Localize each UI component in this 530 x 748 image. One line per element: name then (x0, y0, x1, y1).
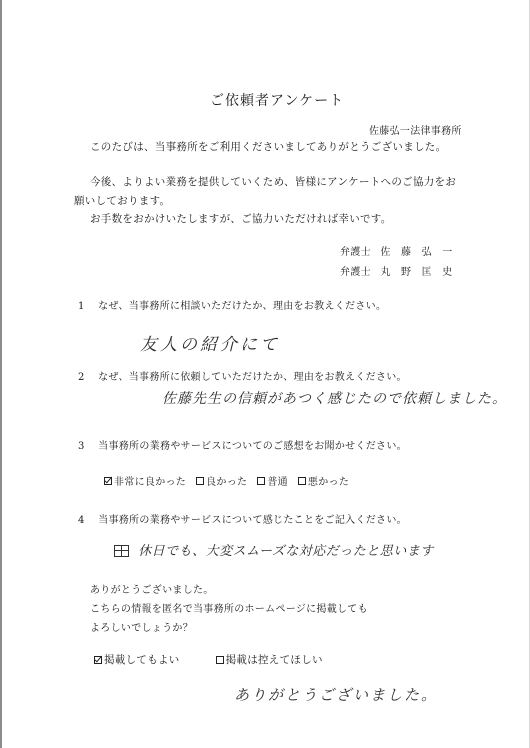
question-text: なぜ、当事務所に相談いただけたか、理由をお教えください。 (98, 301, 387, 312)
option-label: 掲載は控えてほしい (225, 654, 323, 666)
signatory-role: 弁護士 (340, 267, 371, 278)
rating-option-bad[interactable] (298, 473, 349, 488)
intro-line-1: このたびは、当事務所をご利用くださいましてありがとうございました。 (90, 141, 447, 153)
signatory-role: 弁護士 (340, 247, 371, 258)
option-label: 良かった (206, 477, 248, 488)
signatory-2 (340, 263, 453, 278)
rating-options (104, 473, 359, 488)
question-1 (78, 297, 386, 312)
handwritten-thanks: ありがとうございました。 (234, 686, 439, 704)
publish-option-decline[interactable] (216, 652, 323, 667)
answer-4-handwritten: 休日でも、大変スムーズな対応だったと思います (138, 544, 434, 559)
question-2 (78, 368, 407, 383)
answer-2-handwritten: 佐藤先生の信頼があつく感じたので依頼しました。 (162, 391, 507, 407)
question-4 (78, 511, 407, 526)
publish-option-allow[interactable] (94, 652, 180, 667)
question-number: 3 (78, 441, 85, 452)
checkbox-icon[interactable] (257, 477, 265, 485)
publish-options (94, 652, 333, 667)
page-title: ご依頼者アンケート (210, 93, 345, 109)
option-label: 非常に良かった (114, 477, 187, 488)
intro-line-4: お手数をおかけいたしますが、ご協力いただければ幸いです。 (90, 213, 392, 225)
intro-line-2: 今後、よりよい業務を提供していくため、皆様にアンケートへのご協力をお (90, 176, 457, 188)
closing-line-2: こちらの情報を匿名で当事務所のホームページに掲載しても (90, 604, 368, 615)
question-number: 1 (78, 301, 85, 312)
question-text: 当事務所の業務やサービスについてのご感想をお聞かせください。 (98, 441, 407, 452)
answer-4-row (114, 540, 434, 559)
option-label: 普通 (267, 477, 288, 488)
checkbox-checked-icon[interactable] (94, 656, 102, 664)
signatory-name: 丸 野 匡 史 (380, 267, 453, 278)
closing-line-1: ありがとうございました。 (90, 585, 214, 596)
answer-1-handwritten: 友人の紹介にて (140, 335, 280, 355)
question-text: 当事務所の業務やサービスについて感じたことをご記入ください。 (98, 515, 407, 526)
closing-line-3: よろしいでしょうか？ (90, 623, 193, 634)
firm-name: 佐藤弘一法律事務所 (369, 126, 462, 137)
intro-line-3: 願いしております。 (74, 195, 171, 207)
signatory-name: 佐 藤 弘 一 (380, 247, 453, 258)
rating-option-normal[interactable] (257, 473, 288, 488)
checkbox-checked-icon[interactable] (104, 477, 112, 485)
question-number: 2 (78, 372, 85, 383)
question-number: 4 (78, 515, 85, 526)
rating-option-very-good[interactable] (104, 473, 186, 488)
checkbox-icon[interactable] (196, 477, 204, 485)
option-label: 掲載してもよい (104, 654, 180, 666)
question-text: なぜ、当事務所に依頼していただけたか、理由をお教えください。 (98, 372, 407, 383)
signatory-1 (340, 243, 453, 258)
checkbox-icon[interactable] (216, 656, 224, 664)
checkbox-icon[interactable] (298, 477, 306, 485)
rating-option-good[interactable] (196, 473, 247, 488)
seal-stamp-icon (114, 545, 129, 557)
question-3 (78, 437, 407, 452)
option-label: 悪かった (307, 477, 350, 488)
